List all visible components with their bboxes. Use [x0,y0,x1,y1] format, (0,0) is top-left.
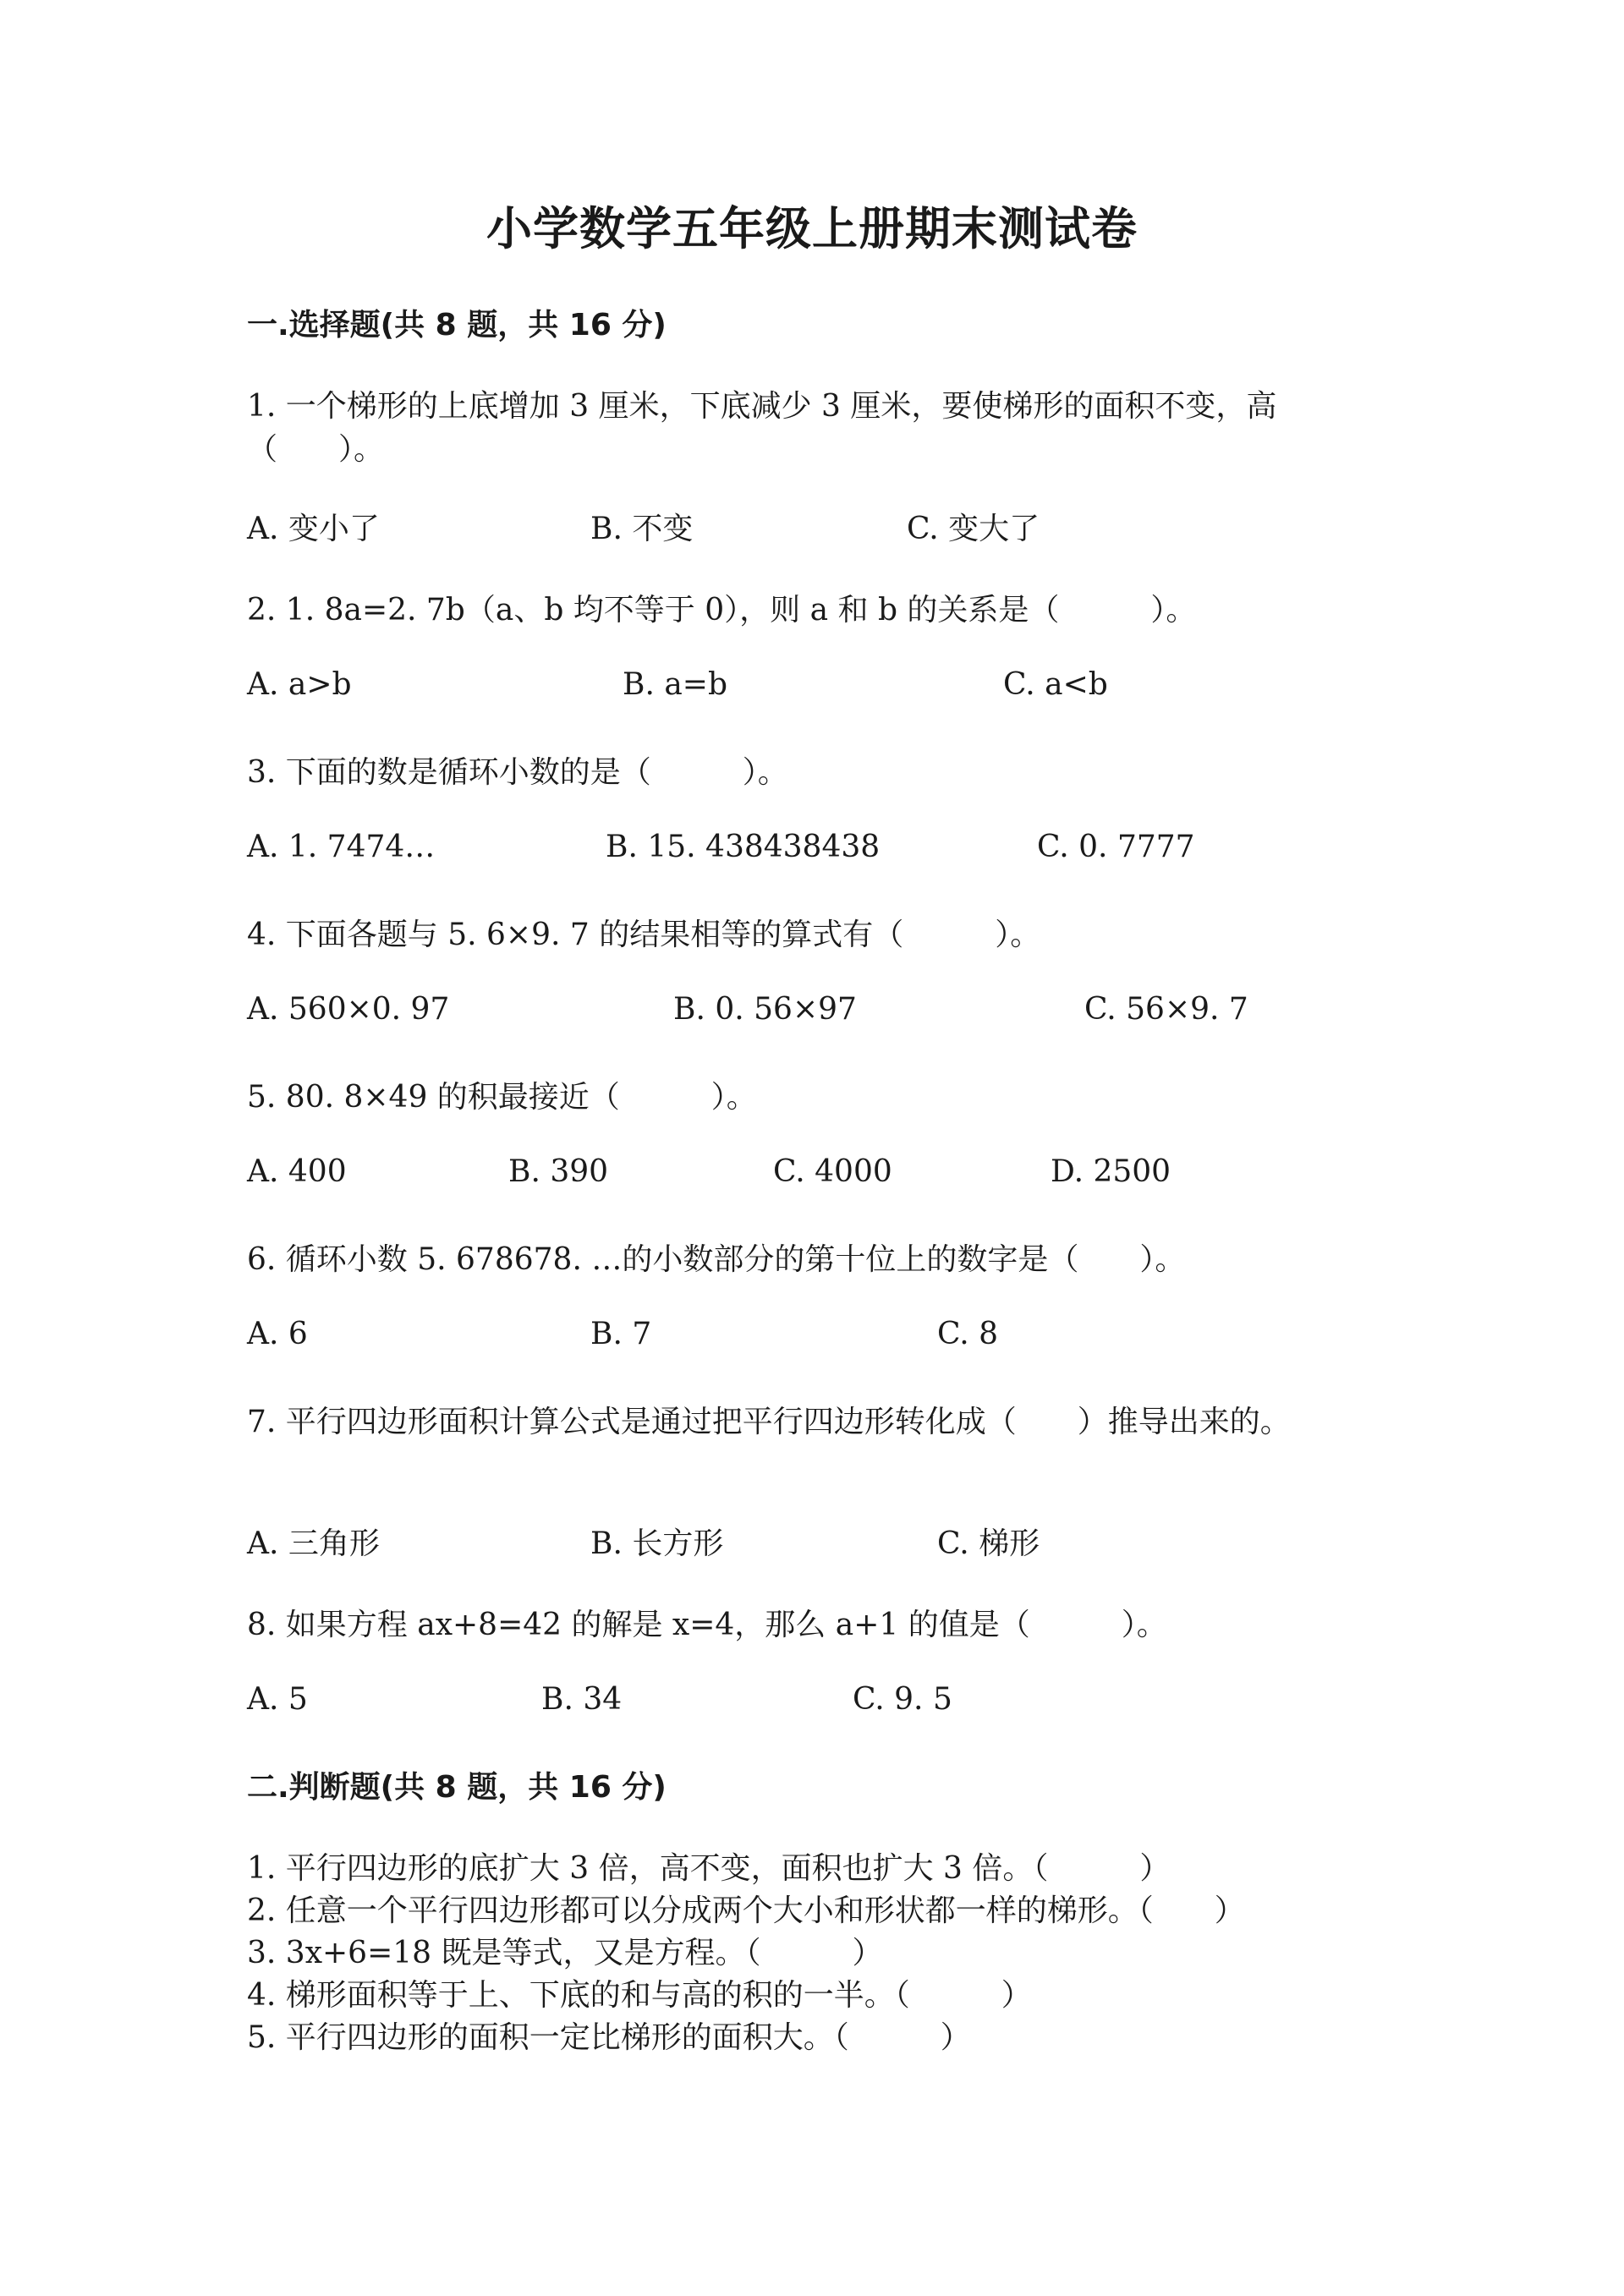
judgement-item-2: 2. 任意一个平行四边形都可以分成两个大小和形状都一样的梯形。（ ） [247,1893,1245,1928]
question-8-option-a: A. 5 [247,1682,308,1717]
question-3-option-c: C. 0. 7777 [1037,830,1195,864]
question-4-option-a: A. 560×0. 97 [247,992,450,1027]
question-8-option-c: C. 9. 5 [853,1682,952,1717]
question-1-option-b: B. 不变 [590,512,694,546]
question-6-option-c: C. 8 [937,1317,999,1351]
question-5-option-c: C. 4000 [773,1154,892,1189]
question-2-option-b: B. a=b [623,667,728,702]
question-6-option-a: A. 6 [247,1317,308,1351]
section-heading-true-false: 二.判断题(共 8 题，共 16 分) [247,1770,667,1805]
question-7-line-1: 7. 平行四边形面积计算公式是通过把平行四边形转化成（ ）推导出来的。 [247,1405,1291,1439]
question-7-option-c: C. 梯形 [937,1526,1040,1561]
question-2-line-1: 2. 1. 8a=2. 7b（a、b 均不等于 0），则 a 和 b 的关系是（ ）。 [247,593,1197,627]
question-1-line-1: 1. 一个梯形的上底增加 3 厘米，下底减少 3 厘米，要使梯形的面积不变，高 [247,389,1277,424]
question-3-option-a: A. 1. 7474… [247,830,436,864]
question-2-option-c: C. a<b [1003,667,1108,702]
section-heading-choice: 一.选择题(共 8 题，共 16 分) [247,308,667,342]
question-8-option-b: B. 34 [541,1682,623,1717]
question-8-line-1: 8. 如果方程 ax+8=42 的解是 x=4，那么 a+1 的值是（ ）。 [247,1608,1167,1642]
question-6-line-1: 6. 循环小数 5. 678678. …的小数部分的第十位上的数字是（ ）。 [247,1242,1186,1277]
judgement-item-3: 3. 3x+6=18 既是等式，又是方程。（ ） [247,1936,883,1970]
question-7-option-b: B. 长方形 [590,1526,724,1561]
question-4-line-1: 4. 下面各题与 5. 6×9. 7 的结果相等的算式有（ ）。 [247,918,1041,952]
judgement-item-5: 5. 平行四边形的面积一定比梯形的面积大。（ ） [247,2020,971,2055]
question-3-option-b: B. 15. 438438438 [606,830,881,864]
judgement-item-4: 4. 梯形面积等于上、下底的和与高的积的一半。（ ） [247,1978,1032,2013]
question-7-option-a: A. 三角形 [247,1526,380,1561]
question-5-option-a: A. 400 [247,1154,347,1189]
question-1-option-a: A. 变小了 [247,512,380,546]
question-5-option-d: D. 2500 [1051,1154,1171,1189]
question-5-line-1: 5. 80. 8×49 的积最接近（ ）。 [247,1080,757,1115]
page-title: 小学数学五年级上册期末测试卷 [486,202,1138,255]
question-1-line-2: （ ）。 [247,432,385,467]
question-1-option-c: C. 变大了 [907,512,1040,546]
judgement-item-1: 1. 平行四边形的底扩大 3 倍，高不变，面积也扩大 3 倍。（ ） [247,1851,1171,1886]
question-6-option-b: B. 7 [590,1317,652,1351]
question-3-line-1: 3. 下面的数是循环小数的是（ ）。 [247,755,788,790]
question-4-option-b: B. 0. 56×97 [673,992,857,1027]
question-4-option-c: C. 56×9. 7 [1084,992,1248,1027]
question-5-option-b: B. 390 [508,1154,609,1189]
question-2-option-a: A. a>b [247,667,352,702]
